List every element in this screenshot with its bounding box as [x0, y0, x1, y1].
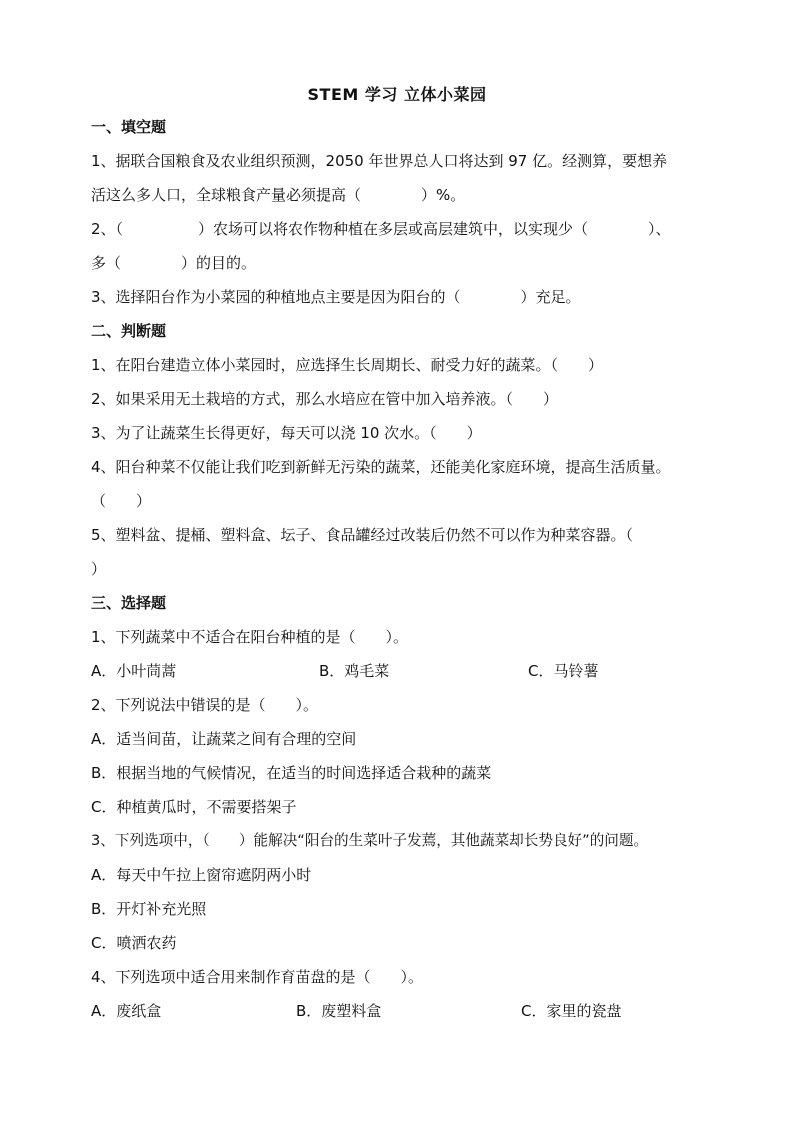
judge-question-5-line-1: 5、塑料盆、提桶、塑料盒、坛子、食品罐经过改装后仍然不可以作为种菜容器。（	[91, 526, 634, 544]
judge-question-1: 1、在阳台建造立体小菜园时，应选择生长周期长、耐受力好的蔬菜。（ ）	[91, 356, 604, 374]
choice-question-4-option-b: B．废塑料盒	[296, 1002, 382, 1020]
fill-question-1-line-1: 1、据联合国粮食及农业组织预测，2050 年世界总人口将达到 97 亿。经测算，要想养	[91, 152, 668, 170]
choice-question-4-option-a: A．废纸盒	[91, 1002, 162, 1020]
choice-question-3-option-b: B．开灯补充光照	[91, 900, 207, 918]
fill-question-3: 3、选择阳台作为小菜园的种植地点主要是因为阳台的（ ）充足。	[91, 288, 581, 306]
choice-question-2-option-c: C．种植黄瓜时，不需要搭架子	[91, 798, 297, 816]
section-heading-judge: 二、判断题	[91, 322, 167, 340]
fill-question-2-line-1: 2、（ ）农场可以将农作物种植在多层或高层建筑中，以实现少（ ）、	[91, 220, 671, 238]
section-heading-choice: 三、选择题	[91, 594, 167, 612]
choice-question-1: 1、下列蔬菜中不适合在阳台种植的是（ ）。	[91, 628, 409, 646]
choice-question-1-option-a: A．小叶茼蒿	[91, 662, 177, 680]
choice-question-2-option-b: B．根据当地的气候情况，在适当的时间选择适合栽种的蔬菜	[91, 764, 492, 782]
choice-question-3-option-a: A．每天中午拉上窗帘遮阴两小时	[91, 866, 312, 884]
choice-question-1-option-b: B．鸡毛菜	[319, 662, 390, 680]
choice-question-3: 3、下列选项中，（ ）能解决“阳台的生菜叶子发蔫，其他蔬菜却长势良好”的问题。	[91, 832, 649, 849]
choice-question-3-option-c: C．喷洒农药	[91, 934, 177, 952]
choice-question-2-option-a: A．适当间苗，让蔬菜之间有合理的空间	[91, 730, 357, 748]
section-heading-fill: 一、填空题	[91, 118, 167, 136]
judge-question-2: 2、如果采用无土栽培的方式，那么水培应在管中加入培养液。（ ）	[91, 390, 559, 408]
fill-question-2-line-2: 多（ ）的目的。	[91, 254, 257, 272]
choice-question-1-option-c: C．马铃薯	[528, 662, 599, 680]
judge-question-4-line-1: 4、阳台种菜不仅能让我们吃到新鲜无污染的蔬菜，还能美化家庭环境，提高生活质量。	[91, 458, 671, 476]
judge-question-5-line-2: ）	[91, 560, 107, 578]
fill-question-1-line-2: 活这么多人口，全球粮食产量必须提高（ ）%。	[91, 186, 466, 204]
choice-question-4: 4、下列选项中适合用来制作育苗盘的是（ ）。	[91, 968, 424, 986]
page-title: STEM 学习 立体小菜园	[307, 85, 487, 104]
judge-question-3: 3、为了让蔬菜生长得更好，每天可以浇 10 次水。（ ）	[91, 424, 482, 442]
choice-question-4-option-c: C．家里的瓷盘	[521, 1002, 622, 1020]
judge-question-4-line-2: （ ）	[91, 492, 152, 510]
choice-question-2: 2、下列说法中错误的是（ ）。	[91, 696, 319, 714]
